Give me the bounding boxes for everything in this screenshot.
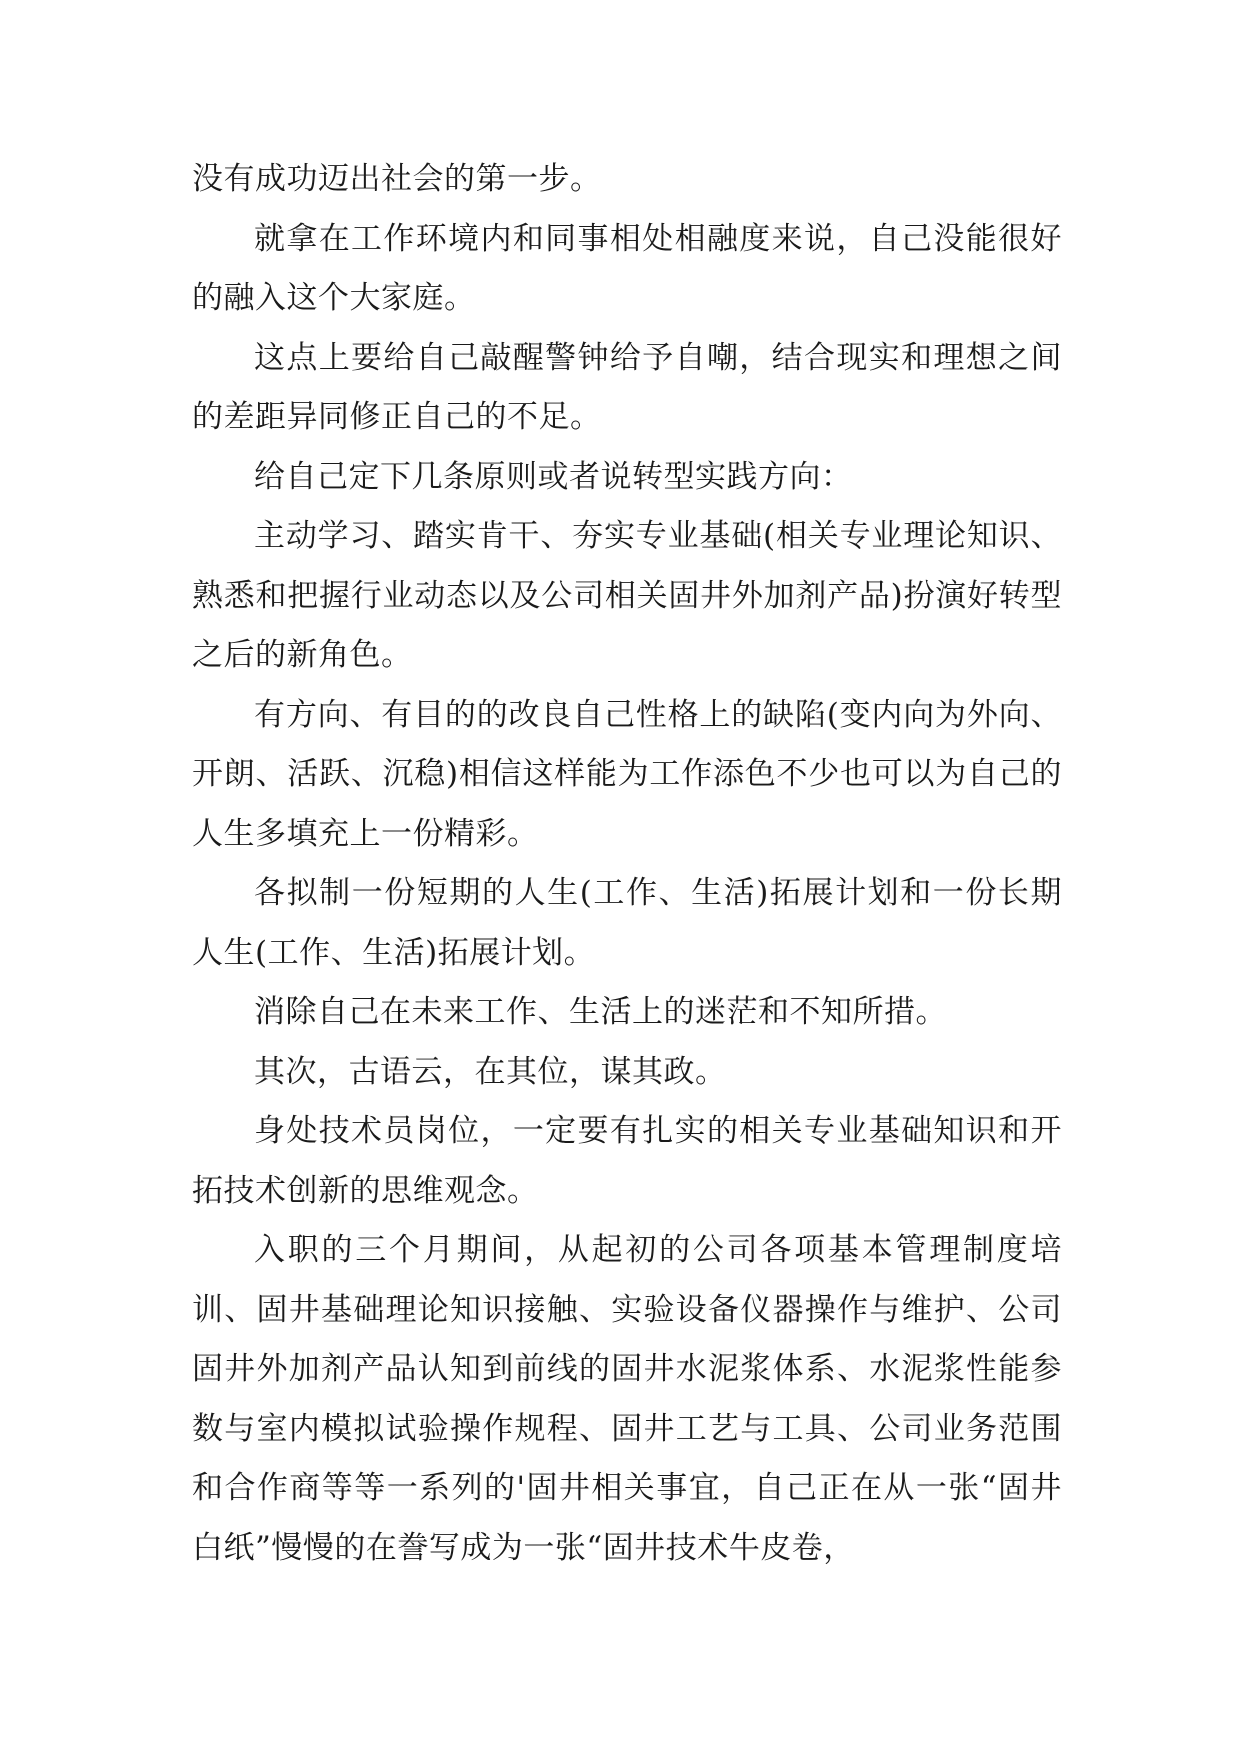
paragraph-3: 这点上要给自己敲醒警钟给予自嘲，结合现实和理想之间的差距异同修正自己的不足。 [192,339,1062,435]
paragraph-11: 入职的三个月期间，从起初的公司各项基本管理制度培训、固井基础理论知识接触、实验设备仪器操作与维护、公司固井外加剂产品认知到前线的固井水泥浆体系、水泥浆性能参数与室内模拟试验操作规程、固井工艺与工具、公司业务范围和合作商等等一系列的'固井相关事宜，自己正在从一张“固井白纸”慢慢的在誊写成为一张“固井技术牛皮卷， [192,1232,1062,1566]
paragraph-1: 没有成功迈出社会的第一步。 [192,161,602,197]
paragraph-10: 身处技术员岗位，一定要有扎实的相关专业基础知识和开拓技术创新的思维观念。 [192,1113,1062,1209]
document-page [192,0,1062,1754]
paragraph-4: 给自己定下几条原则或者说转型实践方向： [254,458,853,495]
paragraph-6: 有方向、有目的的改良自己性格上的缺陷(变内向为外向、开朗、活跃、沉稳)相信这样能为工作添色不少也可以为自己的人生多填充上一份精彩。 [192,696,1062,852]
paragraph-8: 消除自己在未来工作、生活上的迷茫和不知所措。 [254,994,947,1030]
paragraph-9: 其次，古语云，在其位，谋其政。 [254,1053,727,1090]
paragraph-5: 主动学习、踏实肯干、夯实专业基础(相关专业理论知识、熟悉和把握行业动态以及公司相关固井外加剂产品)扮演好转型之后的新角色。 [192,518,1062,673]
document-body [192,150,1062,1578]
paragraph-7: 各拟制一份短期的人生(工作、生活)拓展计划和一份长期人生(工作、生活)拓展计划。 [192,875,1062,971]
paragraph-2: 就拿在工作环境内和同事相处相融度来说，自己没能很好的融入这个大家庭。 [192,220,1062,316]
